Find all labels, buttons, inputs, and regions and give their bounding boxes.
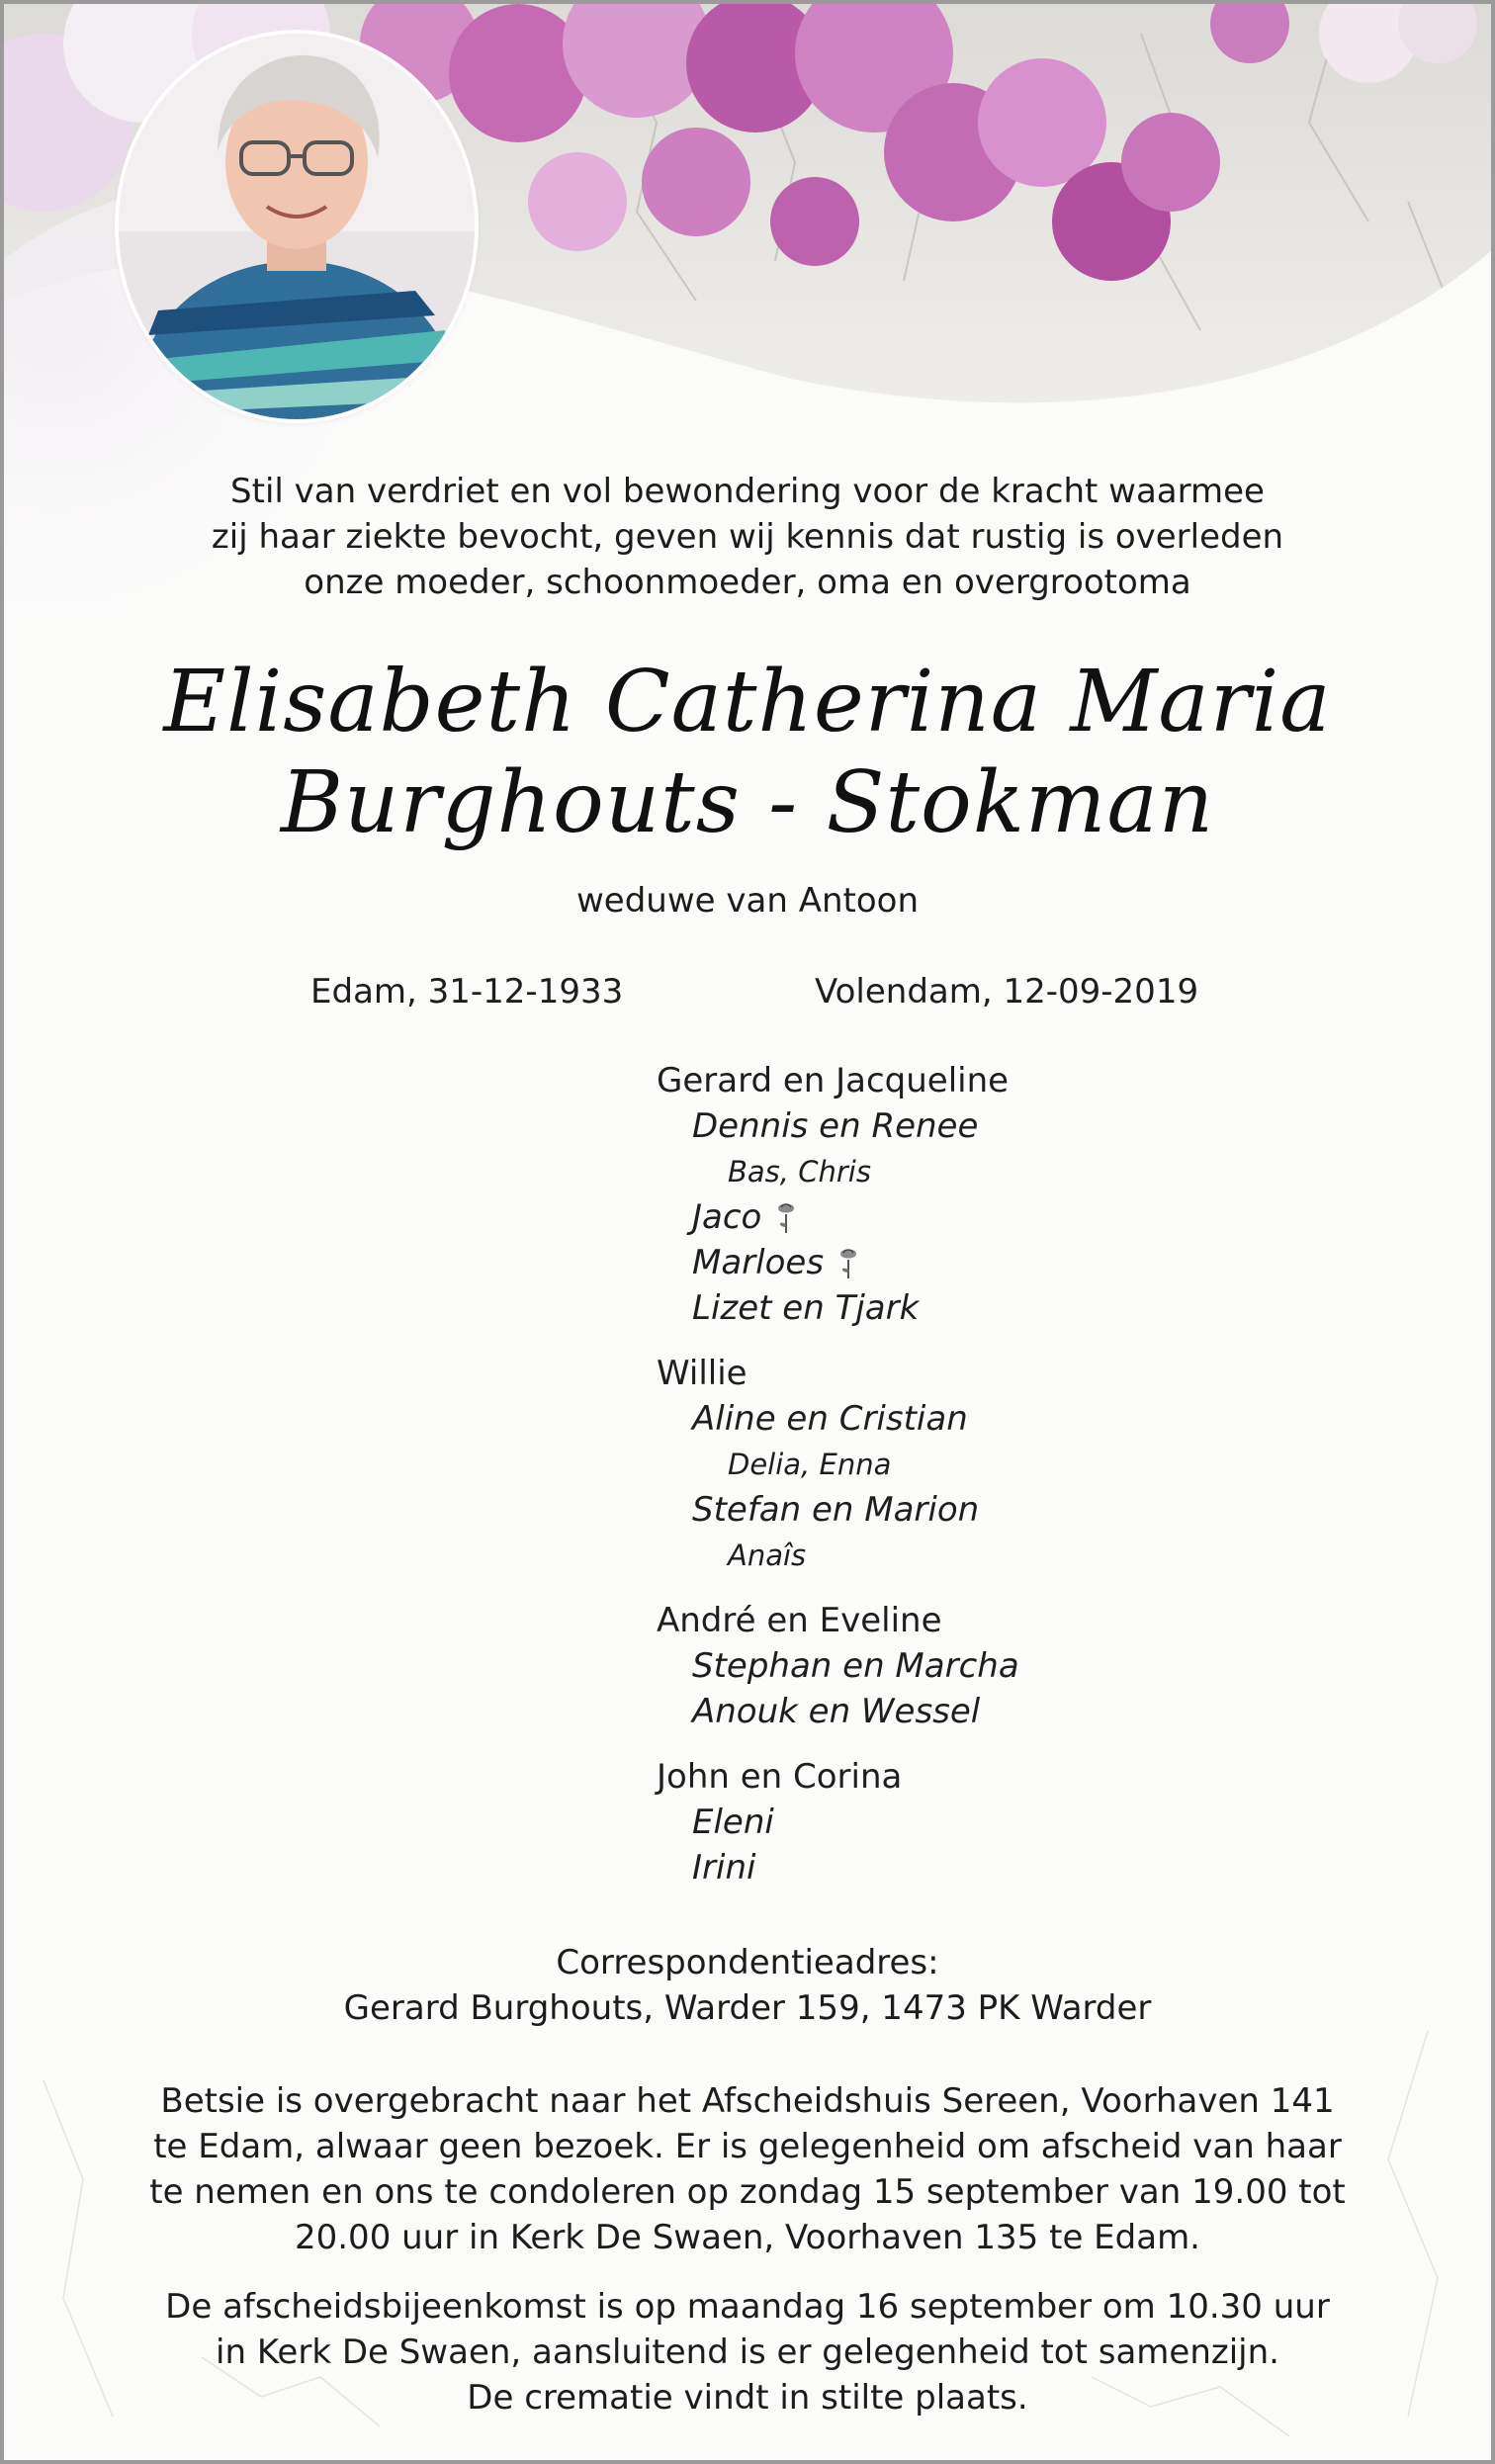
family-child-name: Marloes — [692, 1243, 825, 1282]
family-list — [657, 1058, 1019, 1910]
family-parent: André en Eveline — [657, 1601, 942, 1640]
intro-text — [4, 469, 1491, 605]
correspondence-label: Correspondentieadres: — [556, 1943, 939, 1982]
portrait-photo-icon — [119, 34, 475, 419]
family-child-deceased — [657, 1194, 1019, 1240]
death-date-place: Volendam, 12-09-2019 — [815, 972, 1199, 1012]
intro-line: Stil van verdriet en vol bewondering voor de kracht waarmee — [230, 472, 1265, 511]
family-child: Irini — [692, 1848, 756, 1888]
birth-date-place: Edam, 31-12-1933 — [310, 972, 624, 1012]
family-parent: Gerard en Jacqueline — [657, 1061, 1010, 1100]
family-child-name: Jaco — [692, 1197, 762, 1237]
ceremony-line: De afscheidsbijeenkomst is op maandag 16 september om 10.30 uur — [165, 2287, 1330, 2327]
family-grandchildren: Anaîs — [728, 1539, 807, 1572]
name-line-2: Burghouts - Stokman — [280, 753, 1215, 852]
family-child: Lizet en Tjark — [692, 1288, 920, 1328]
family-group — [657, 1351, 1019, 1578]
name-line-1: Elisabeth Catherina Maria — [163, 653, 1332, 751]
family-child: Anouk en Wessel — [692, 1692, 981, 1731]
family-group — [657, 1058, 1019, 1331]
rose-icon — [773, 1200, 799, 1234]
family-child: Eleni — [692, 1803, 774, 1842]
rose-icon — [835, 1246, 861, 1279]
arrangement-line: 20.00 uur in Kerk De Swaen, Voorhaven 135 te Edam. — [294, 2218, 1200, 2257]
ceremony-text — [4, 2284, 1491, 2420]
portrait-photo — [119, 34, 475, 419]
intro-line: onze moeder, schoonmoeder, oma en overgrootoma — [304, 563, 1191, 602]
family-child: Stefan en Marion — [692, 1490, 980, 1530]
family-parent: John en Corina — [657, 1757, 903, 1797]
deceased-name — [4, 652, 1491, 853]
family-child: Dennis en Renee — [692, 1106, 979, 1146]
family-group — [657, 1598, 1019, 1734]
family-child: Stephan en Marcha — [692, 1646, 1019, 1686]
family-grandchildren: Delia, Enna — [728, 1448, 892, 1481]
family-child: Aline en Cristian — [692, 1399, 968, 1439]
correspondence-line: Gerard Burghouts, Warder 159, 1473 PK Warder — [343, 1988, 1152, 2028]
family-parent: Willie — [657, 1354, 748, 1393]
ceremony-line: in Kerk De Swaen, aansluitend is er gelegenheid tot samenzijn. — [216, 2332, 1279, 2372]
family-child-deceased — [657, 1240, 1019, 1285]
widow-of: weduwe van Antoon — [576, 881, 919, 921]
arrangement-text — [4, 2078, 1491, 2260]
correspondence-address — [4, 1940, 1491, 2031]
arrangement-line: Betsie is overgebracht naar het Afscheidshuis Sereen, Voorhaven 141 — [160, 2081, 1335, 2121]
family-group — [657, 1754, 1019, 1891]
arrangement-line: te Edam, alwaar geen bezoek. Er is gelegenheid om afscheid van haar — [153, 2127, 1342, 2166]
arrangement-line: te nemen en ons te condoleren op zondag 15 september van 19.00 tot — [149, 2172, 1346, 2212]
family-grandchildren: Bas, Chris — [728, 1155, 871, 1188]
ceremony-line: De crematie vindt in stilte plaats. — [467, 2378, 1028, 2418]
intro-line: zij haar ziekte bevocht, geven wij kennis dat rustig is overleden — [211, 517, 1284, 557]
